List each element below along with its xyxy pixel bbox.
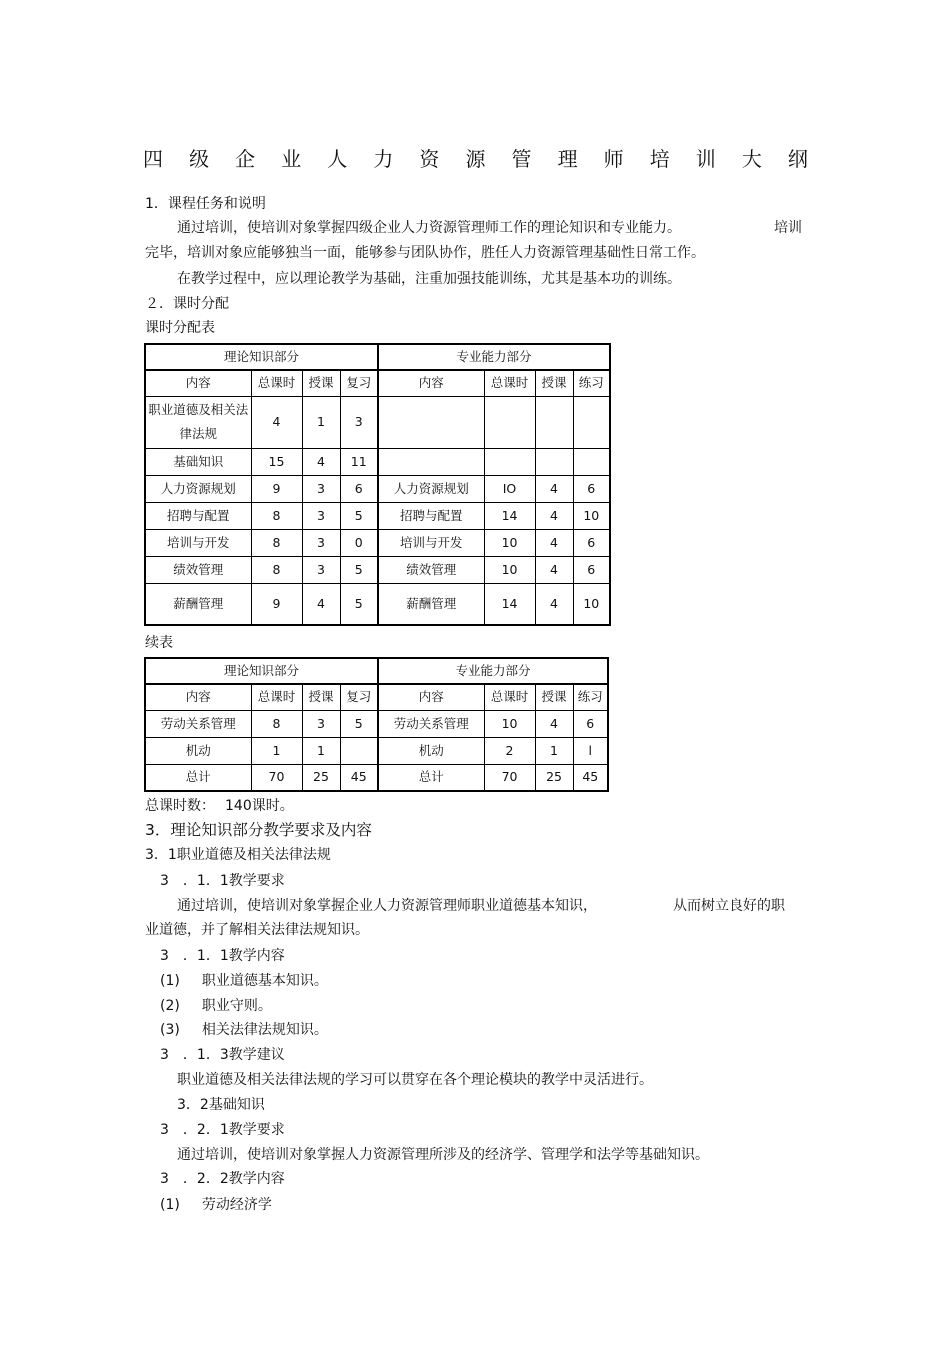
table-caption: 课时分配表 <box>145 320 215 336</box>
section-3-heading: 3．理论知识部分教学要求及内容 <box>145 821 372 839</box>
group-header-theory: 理论知识部分 <box>145 658 378 684</box>
column-header: 复习 <box>340 370 378 396</box>
table-cell: 2 <box>484 737 535 764</box>
column-header: 授课 <box>535 684 573 710</box>
table-row <box>145 556 610 583</box>
title-char: 四 <box>143 147 163 171</box>
title-char: 力 <box>373 147 394 171</box>
column-header: 授课 <box>302 684 340 710</box>
paragraph-1-part-a: 通过培训，使培训对象掌握四级企业人力资源管理师工作的理论知识和专业能力。 <box>177 220 681 236</box>
table-cell: 14 <box>484 583 535 625</box>
table-cell: 3 <box>302 502 340 529</box>
table-cell: 3 <box>302 556 340 583</box>
table-cell: 15 <box>251 448 302 475</box>
table-cell: 人力资源规划 <box>145 475 251 502</box>
table-cell: 6 <box>573 556 610 583</box>
paragraph-3-2-1: 通过培训，使培训对象掌握人力资源管理所涉及的经济学、管理学和法学等基础知识。 <box>177 1147 709 1163</box>
table-cell: 10 <box>573 502 610 529</box>
subsection-3-1-1: 3 ．1．1教学要求 <box>160 873 285 889</box>
table-cell: 8 <box>251 556 302 583</box>
document-title <box>143 143 808 172</box>
list-item-text: 相关法律法规知识。 <box>201 1022 328 1038</box>
title-char: 纲 <box>787 147 808 171</box>
table-cell: 1 <box>302 396 340 448</box>
paragraph-2: 在教学过程中，应以理论教学为基础，注重加强技能训练，尤其是基本功的训练。 <box>177 271 681 287</box>
column-header: 总课时 <box>484 370 535 396</box>
table-cell: 总计 <box>378 764 484 791</box>
table-cell: 绩效管理 <box>145 556 251 583</box>
table-cell: 6 <box>340 475 378 502</box>
table-cell: 3 <box>302 529 340 556</box>
table-row <box>145 710 608 737</box>
table-cell: 8 <box>251 710 302 737</box>
table-row <box>145 764 608 791</box>
table-cell: 3 <box>340 396 378 448</box>
table-cell: 薪酬管理 <box>145 583 251 625</box>
list-item <box>160 997 272 1015</box>
column-header: 内容 <box>378 684 484 710</box>
column-header: 复习 <box>340 684 378 710</box>
table-cell: 机动 <box>145 737 251 764</box>
title-char: 管 <box>511 147 532 171</box>
list-item <box>160 972 328 990</box>
table-cell <box>535 448 573 475</box>
table-cell: 11 <box>340 448 378 475</box>
table-cell: 9 <box>251 583 302 625</box>
paragraph-3-1-1-part-c: 业道德，并了解相关法律法规知识。 <box>145 922 369 938</box>
table-cell: 1 <box>302 737 340 764</box>
title-char: 培 <box>649 147 670 171</box>
table-cell: 职业道德及相关法律法规 <box>145 396 251 448</box>
list-item-number: (1) <box>160 973 180 989</box>
hours-allocation-table-continued <box>144 657 609 792</box>
table-cell: 机动 <box>378 737 484 764</box>
table-cell: 4 <box>535 583 573 625</box>
table-cell <box>484 448 535 475</box>
column-header: 练习 <box>573 370 610 396</box>
table-cell: 培训与开发 <box>145 529 251 556</box>
subsection-3-1-2: 3 ．1．1教学内容 <box>160 948 285 964</box>
table-cell: 25 <box>535 764 573 791</box>
list-item <box>160 1196 272 1214</box>
table-cell: 3 <box>302 710 340 737</box>
table-cell <box>573 396 610 448</box>
title-char: 级 <box>189 147 210 171</box>
table-cell: 4 <box>535 529 573 556</box>
table-cell: 人力资源规划 <box>378 475 484 502</box>
column-header: 内容 <box>378 370 484 396</box>
total-hours-value: 140课时。 <box>225 798 294 814</box>
table-cell: 培训与开发 <box>378 529 484 556</box>
total-hours-label: 总课时数： <box>145 798 215 814</box>
title-char: 企 <box>235 147 256 171</box>
subsection-3-1-3: 3 ．1．3教学建议 <box>160 1047 285 1063</box>
table-cell: 70 <box>251 764 302 791</box>
title-char: 大 <box>741 147 762 171</box>
subsection-3-1: 3．1职业道德及相关法律法规 <box>145 847 331 863</box>
list-item-text: 劳动经济学 <box>201 1197 272 1213</box>
subsection-3-2-1: 3 ．2．1教学要求 <box>160 1122 285 1138</box>
list-item-number: (1) <box>160 1197 180 1213</box>
title-char: 人 <box>327 147 348 171</box>
subsection-3-2: 3．2基础知识 <box>177 1097 265 1113</box>
table-cell: 5 <box>340 556 378 583</box>
title-char: 训 <box>695 147 716 171</box>
table-cell: 0 <box>340 529 378 556</box>
paragraph-1-part-b: 培训 <box>774 220 802 236</box>
paragraph-3-1-1-part-b: 从而树立良好的职 <box>673 898 785 914</box>
list-item-text: 职业道德基本知识。 <box>201 973 328 989</box>
table-cell: 8 <box>251 529 302 556</box>
table-row <box>145 448 610 475</box>
section-2-heading: ２．课时分配 <box>145 296 229 312</box>
column-header: 总课时 <box>251 370 302 396</box>
table-cell: 招聘与配置 <box>145 502 251 529</box>
table-cell <box>340 737 378 764</box>
table-row <box>145 396 610 448</box>
list-item <box>160 1021 328 1039</box>
title-char: 理 <box>557 147 578 171</box>
table-cell: 10 <box>484 710 535 737</box>
table-cell <box>378 396 484 448</box>
title-char: 源 <box>465 147 486 171</box>
total-hours <box>145 797 294 815</box>
table-cell: l <box>573 737 608 764</box>
table-cell: 4 <box>302 583 340 625</box>
column-header: 内容 <box>145 684 251 710</box>
list-item-number: (2) <box>160 998 180 1014</box>
table-cell: 10 <box>573 583 610 625</box>
table-cell: 绩效管理 <box>378 556 484 583</box>
table-cell: 3 <box>302 475 340 502</box>
column-header: 总课时 <box>251 684 302 710</box>
table-row <box>145 737 608 764</box>
table-cell: 4 <box>302 448 340 475</box>
table-cell: 4 <box>535 475 573 502</box>
table-cell: 70 <box>484 764 535 791</box>
table-cell: 6 <box>573 529 610 556</box>
table-cell <box>484 396 535 448</box>
table-cell: 6 <box>573 710 608 737</box>
column-header: 内容 <box>145 370 251 396</box>
table-cell: 劳动关系管理 <box>145 710 251 737</box>
table-cell: 6 <box>573 475 610 502</box>
table-cell: 10 <box>484 556 535 583</box>
table-cell: 4 <box>251 396 302 448</box>
group-header-practice: 专业能力部分 <box>378 658 608 684</box>
table-row <box>145 529 610 556</box>
group-header-practice: 专业能力部分 <box>378 344 610 370</box>
paragraph-3-1-1-part-a: 通过培训，使培训对象掌握企业人力资源管理师职业道德基本知识， <box>177 898 597 914</box>
table-cell <box>573 448 610 475</box>
table-cell: IO <box>484 475 535 502</box>
title-char: 资 <box>419 147 440 171</box>
section-1-heading: 1．课程任务和说明 <box>145 196 266 212</box>
table-cell: 10 <box>484 529 535 556</box>
table-cell: 5 <box>340 710 378 737</box>
table-cell: 8 <box>251 502 302 529</box>
column-header: 总课时 <box>484 684 535 710</box>
table-cell: 14 <box>484 502 535 529</box>
table-cell: 5 <box>340 583 378 625</box>
table-row <box>145 502 610 529</box>
table-row <box>145 583 610 625</box>
table-cell: 招聘与配置 <box>378 502 484 529</box>
table-cell: 1 <box>535 737 573 764</box>
title-char: 业 <box>281 147 302 171</box>
table-row <box>145 475 610 502</box>
column-header: 授课 <box>302 370 340 396</box>
table-cell: 薪酬管理 <box>378 583 484 625</box>
table-cell: 总计 <box>145 764 251 791</box>
table-cell <box>535 396 573 448</box>
subsection-3-2-2: 3 ．2．2教学内容 <box>160 1171 285 1187</box>
table-cell: 4 <box>535 710 573 737</box>
table-cell: 9 <box>251 475 302 502</box>
continued-caption: 续表 <box>145 635 173 651</box>
table-cell: 1 <box>251 737 302 764</box>
table-cell: 25 <box>302 764 340 791</box>
table-cell: 45 <box>573 764 608 791</box>
table-cell <box>378 448 484 475</box>
table-cell: 劳动关系管理 <box>378 710 484 737</box>
group-header-theory: 理论知识部分 <box>145 344 378 370</box>
table-cell: 基础知识 <box>145 448 251 475</box>
column-header: 练习 <box>573 684 608 710</box>
list-item-text: 职业守则。 <box>201 998 272 1014</box>
table-cell: 4 <box>535 556 573 583</box>
list-item-number: (3) <box>160 1022 180 1038</box>
title-char: 师 <box>603 147 624 171</box>
paragraph-3-1-3: 职业道德及相关法律法规的学习可以贯穿在各个理论模块的教学中灵活进行。 <box>177 1072 653 1088</box>
hours-allocation-table <box>144 343 611 626</box>
table-cell: 5 <box>340 502 378 529</box>
table-cell: 4 <box>535 502 573 529</box>
table-cell: 45 <box>340 764 378 791</box>
column-header: 授课 <box>535 370 573 396</box>
paragraph-1-part-c: 完毕，培训对象应能够独当一面，能够参与团队协作，胜任人力资源管理基础性日常工作。 <box>145 245 705 261</box>
